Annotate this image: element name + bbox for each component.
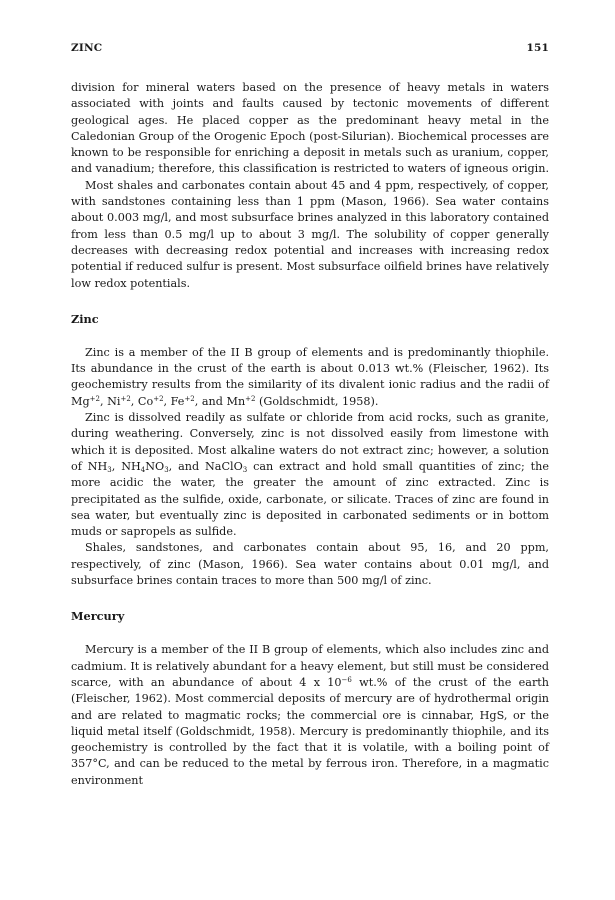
zinc-paragraph-3: Shales, sandstones, and carbonates contain about 95, 16, and 20 ppm, respectively, of zinc (Mason, 1966). Sea water contains about 0.01 mg/l, and subsurface brines contain traces to more than 500 mg/l of zinc.	[71, 541, 549, 588]
section-heading-zinc: Zinc	[71, 311, 99, 326]
zinc-p1-text-b: (Goldschmidt, 1958).	[255, 394, 379, 408]
chapter-title: ZINC	[71, 42, 103, 54]
conjunction: and	[201, 394, 223, 408]
formula-fe: $Fe^{+2}$	[170, 394, 195, 408]
formula-naclo3: NaClO$_3$	[205, 459, 248, 474]
copper-paragraph-1: division for mineral waters based on the presence of heavy metals in waters associated with joints and faults caused by tectonic movements of different geological ages. He placed copper as the predominant heavy metal in the Caledonian Group of the Orogenic Epoch (post-Silurian). Biochemical processes are known to be responsible for enriching a deposit in metals such as uranium, copper, and vanadium; therefore, this classification is restricted to waters of igneous origin.	[71, 81, 550, 176]
mercury-paragraph-1	[71, 642, 549, 789]
copper-paragraph-2: Most shales and carbonates contain about 45 and 4 ppm, respectively, of copper, with sandstones containing less than 1 ppm (Mason, 1966). Sea water contains about 0.003 mg/l, and most subsurface brines analyzed in this laboratory contained from less than 0.5 mg/l up to about 3 mg/l. The solubility of copper generally decreases with decreasing redox potential and increases with increasing redox potential if reduced sulfur is present. Most subsurface oilfield brines have relatively low redox potentials.	[71, 178, 549, 290]
zinc-paragraph-1: Zinc is a member of the II B group of elements and is predominantly thiophile. Its abundance in the crust of the earth is about 0.013 wt.% (Fleischer, 1962). Its geochemistry results from the similarity of its divalent ionic radius and the radii of $Mg^{+2}$, $Ni^{+2}$, $Co^{+2}$, $Fe^{+2}$, and $Mn^{+2}$ (Goldschmidt, 1958).	[71, 345, 549, 408]
page-number: 151	[526, 42, 549, 54]
exponent: −6	[341, 675, 352, 684]
formula-ni: $Ni^{+2}$	[107, 394, 131, 408]
running-head	[71, 42, 549, 54]
book-page	[71, 42, 549, 789]
formula-nh4no3: $NH_4NO_3$	[121, 459, 169, 474]
formula-mg: $Mg^{+2}$	[71, 394, 100, 408]
mercury-p1-text-a: Mercury is a member of the II B group of elements, which also includes zinc and cadmium. It is relatively abundant for a heavy element, but still must be considered scarce, with an abundance of about 4 x 10	[71, 643, 549, 689]
formula-co: $Co^{+2}$	[137, 394, 164, 408]
formula-mn: $Mn^{+2}$	[226, 394, 256, 408]
zinc-p2-text-b: can extract and hold small quantities of zinc; the more acidic the water, the greater the amount of zinc extracted. Zinc is precipitated as the sulfide, oxide, carbonate, or silicate. Traces of zinc are found in sea water, but eventually zinc is deposited in carbonated sediments or in bottom muds or sapropels as sulfide.	[71, 459, 549, 539]
zinc-p2-text-a: Zinc is dissolved readily as sulfate or chloride from acid rocks, such as granite, during weathering. Conversely, zinc is not dissolved easily from limestone with which it is deposited. Most alkaline waters do not extract zinc; however, a solution of	[71, 411, 549, 473]
zinc-paragraph-2: Zinc is dissolved readily as sulfate or chloride from acid rocks, such as granite, during weathering. Conversely, zinc is not dissolved easily from limestone with which it is deposited. Most alkaline waters do not extract zinc; however, a solution of $NH_3$, $NH_4NO_3$, and NaClO$_3$ can extract and hold small quantities of zinc; the more acidic the water, the greater the amount of zinc extracted. Zinc is precipitated as the sulfide, oxide, carbonate, or silicate. Traces of zinc are found in sea water, but eventually zinc is deposited in carbonated sediments or in bottom muds or sapropels as sulfide.	[71, 411, 549, 539]
section-heading-mercury: Mercury	[71, 609, 125, 624]
formula-nh3: $NH_3$	[87, 459, 112, 474]
mercury-p1-text-b: wt.% of the crust of the earth (Fleischer, 1962). Most commercial deposits of mercury are of hydrothermal origin and are related to magmatic rocks; the commercial ore is cinnabar, HgS, or the liquid metal itself (Goldschmidt, 1958). Mercury is predominantly thiophile, and its geochemistry is controlled by the fact that it is volatile, with a boiling point of 357°C, and can be reduced to the metal by ferrous iron. Therefore, in a magmatic environment	[71, 675, 549, 787]
zinc-p1-text-a: Zinc is a member of the II B group of elements and is predominantly thiophile. Its abundance in the crust of the earth is about 0.013 wt.% (Fleischer, 1962). Its geochemistry results from the similarity of its divalent ionic radius and the radii of	[71, 345, 549, 392]
